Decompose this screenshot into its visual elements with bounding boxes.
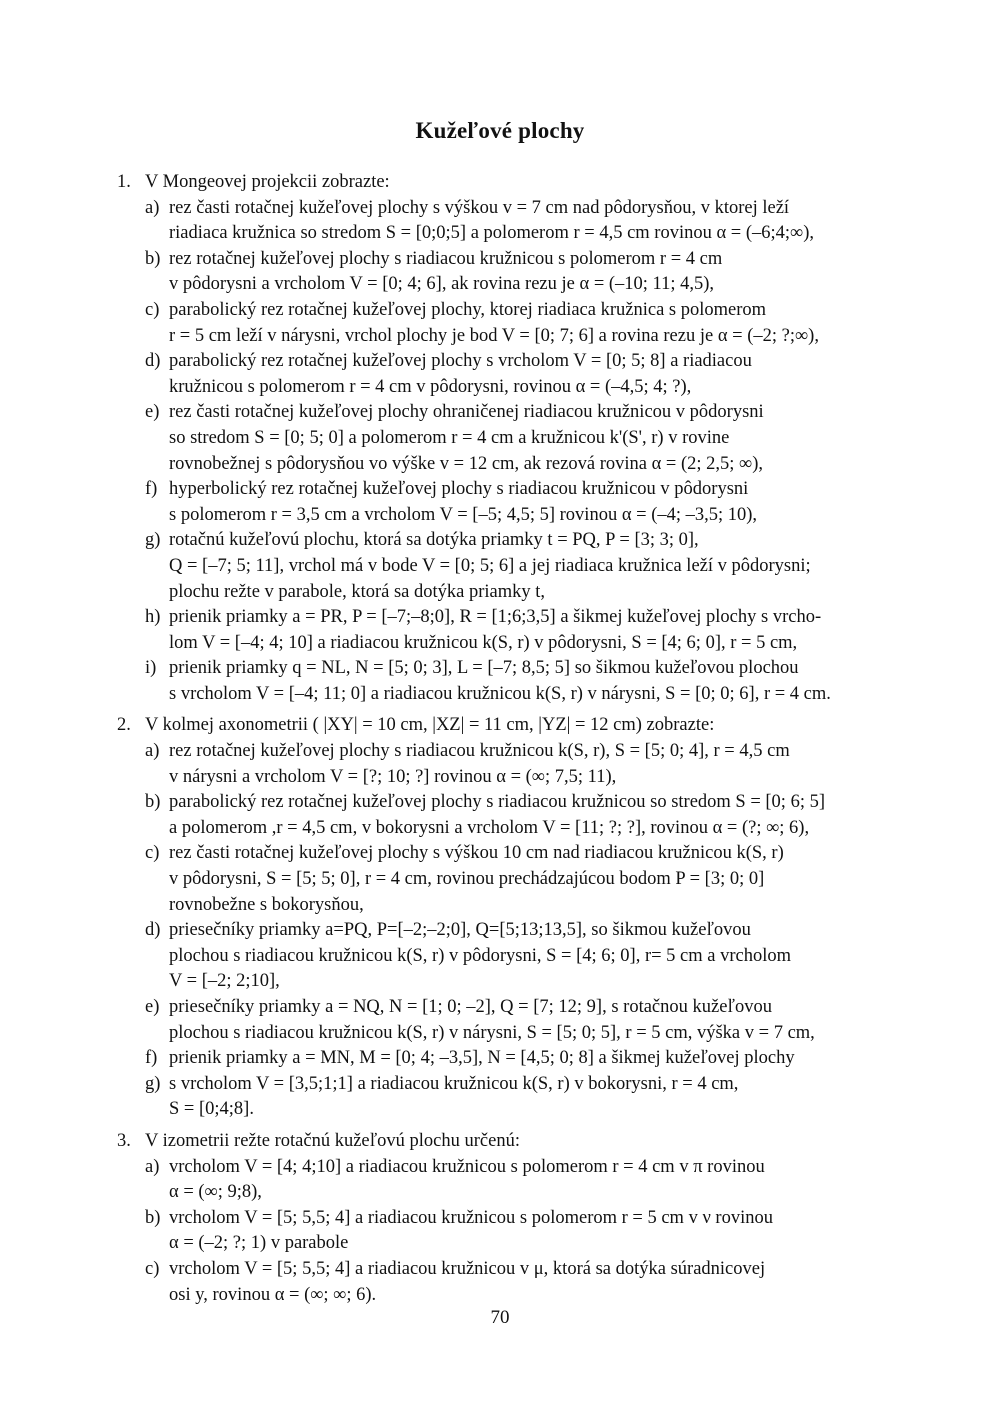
text-line: prienik priamky q = NL, N = [5; 0; 3], L = [–7; 8,5; 5] so šikmou kužeľovou plochou	[169, 658, 799, 679]
text-line: hyperbolický rez rotačnej kužeľovej plochy s riadiacou kružnicou v pôdorysni	[169, 479, 749, 500]
subtask-item	[117, 841, 887, 918]
subtask-item	[117, 1206, 887, 1257]
text-line: riadiaca kružnica so stredom S = [0;0;5] a polomerom r = 4,5 cm rovinou α = (–6;4;∞),	[169, 223, 815, 244]
text-line: rez rotačnej kužeľovej plochy s riadiacou kružnicou s polomerom r = 4 cm	[169, 248, 723, 269]
subtask-item	[117, 995, 887, 1046]
text-line: parabolický rez rotačnej kužeľovej plochy s vrcholom V = [0; 5; 8] a riadiacou	[169, 351, 752, 372]
text-line: rovnobežnej s pôdorysňou vo výške v = 12 cm, ak rezová rovina α = (2; 2,5; ∞),	[169, 453, 763, 474]
text-line: plochu režte v parabole, ktorá sa dotýka priamky t,	[169, 581, 546, 602]
exercise-heading	[117, 170, 887, 196]
exercise-number: 2.	[117, 715, 131, 736]
exercise	[117, 170, 887, 707]
text-line: s vrcholom V = [3,5;1;1] a riadiacou kružnicou k(S, r) v bokorysni, r = 4 cm,	[169, 1073, 739, 1094]
subtask-letter: e)	[145, 997, 160, 1017]
subtask-letter: f)	[145, 479, 158, 500]
subtask-text	[169, 790, 887, 841]
subtask-item	[117, 477, 887, 528]
page-number: 70	[490, 1307, 510, 1328]
text-line: rez rotačnej kužeľovej plochy s riadiacou kružnicou k(S, r), S = [5; 0; 4], r = 4,5 cm	[169, 741, 790, 762]
text-line: v nárysni a vrcholom V = [?; 10; ?] rovinou α = (∞; 7,5; 11),	[169, 766, 617, 787]
subtask-letter: b)	[145, 1207, 161, 1228]
subtask-item	[117, 1257, 887, 1308]
subtask-letter: a)	[145, 197, 160, 218]
page-title: Kužeľové plochy	[415, 118, 585, 143]
subtask-text	[169, 298, 887, 349]
subtask-text	[169, 656, 887, 707]
text-line: rez časti rotačnej kužeľovej plochy s výškou 10 cm nad riadiacou kružnicou k(S, r)	[169, 843, 784, 864]
subtask-item	[117, 605, 887, 656]
subtask-letter: f)	[145, 1048, 158, 1069]
text-line: s vrcholom V = [–4; 11; 0] a riadiacou kružnicou k(S, r) v nárysni, S = [0; 0; 6], r = 4 cm.	[169, 683, 831, 704]
subtask-letter: i)	[145, 658, 157, 679]
subtask-text	[169, 247, 887, 298]
text-line: r = 5 cm leží v nárysni, vrchol plochy je bod V = [0; 7; 6] a rovina rezu je α = (–2; ?;∞),	[169, 325, 819, 346]
subtask-item	[117, 790, 887, 841]
text-line: S = [0;4;8].	[169, 1099, 254, 1120]
subtask-letter: a)	[145, 741, 160, 762]
text-line: rez časti rotačnej kužeľovej plochy ohraničenej riadiacou kružnicou v pôdorysni	[169, 402, 764, 423]
subtask-item	[117, 656, 887, 707]
subtask-list	[117, 1155, 887, 1309]
subtask-text	[169, 1072, 887, 1123]
exercise-list	[117, 170, 887, 1314]
subtask-item	[117, 1046, 887, 1072]
subtask-text	[169, 1257, 887, 1308]
subtask-text	[169, 477, 887, 528]
subtask-text	[169, 528, 887, 605]
text-line: rotačnú kužeľovú plochu, ktorá sa dotýka priamky t = PQ, P = [3; 3; 0],	[169, 530, 699, 551]
text-line: parabolický rez rotačnej kužeľovej plochy, ktorej riadiaca kružnica s polomerom	[169, 299, 767, 320]
text-line: v pôdorysni, S = [5; 5; 0], r = 4 cm, rovinou prechádzajúcou bodom P = [3; 0; 0]	[169, 869, 765, 890]
exercise-number: 3.	[117, 1130, 131, 1151]
subtask-letter: d)	[145, 351, 161, 372]
text-line: prienik priamky a = MN, M = [0; 4; –3,5], N = [4,5; 0; 8] a šikmej kužeľovej plochy	[169, 1048, 795, 1069]
subtask-letter: e)	[145, 402, 160, 423]
subtask-letter: c)	[145, 843, 160, 864]
subtask-item	[117, 298, 887, 349]
subtask-text	[169, 1206, 887, 1257]
text-line: priesečníky priamky a = NQ, N = [1; 0; –2], Q = [7; 12; 9], s rotačnou kužeľovou	[169, 997, 772, 1017]
subtask-list	[117, 739, 887, 1123]
text-line: vrcholom V = [5; 5,5; 4] a riadiacou kružnicou s polomerom r = 5 cm v ν rovinou	[169, 1207, 773, 1228]
text-line: rez časti rotačnej kužeľovej plochy s výškou v = 7 cm nad pôdorysňou, v ktorej leží	[169, 197, 790, 218]
subtask-letter: c)	[145, 1258, 160, 1279]
subtask-text	[169, 739, 887, 790]
text-line: vrcholom V = [4; 4;10] a riadiacou kružnicou s polomerom r = 4 cm v π rovinou	[169, 1156, 765, 1177]
subtask-letter: a)	[145, 1156, 160, 1177]
text-line: a polomerom ,r = 4,5 cm, v bokorysni a vrcholom V = [11; ?; ?], rovinou α = (?; ∞; 6),	[169, 817, 810, 838]
text-line: priesečníky priamky a=PQ, P=[–2;–2;0], Q=[5;13;13,5], so šikmou kužeľovou	[169, 920, 751, 941]
text-line: α = (–2; ?; 1) v parabole	[169, 1233, 349, 1254]
subtask-text	[169, 1046, 887, 1072]
exercise-intro: V izometrii režte rotačnú kužeľovú plochu určenú:	[145, 1130, 520, 1151]
text-line: parabolický rez rotačnej kužeľovej plochy s riadiacou kružnicou so stredom S = [0; 6; 5]	[169, 792, 825, 813]
subtask-text	[169, 995, 887, 1046]
subtask-letter: g)	[145, 1073, 161, 1094]
subtask-letter: h)	[145, 607, 161, 628]
subtask-letter: b)	[145, 792, 161, 813]
text-line: plochou s riadiacou kružnicou k(S, r) v pôdorysni, S = [4; 6; 0], r= 5 cm a vrcholom	[169, 945, 791, 966]
text-line: osi y, rovinou α = (∞; ∞; 6).	[169, 1284, 377, 1305]
text-line: α = (∞; 9;8),	[169, 1182, 262, 1203]
subtask-text	[169, 841, 887, 918]
exercise	[117, 1129, 887, 1308]
subtask-text	[169, 349, 887, 400]
text-line: prienik priamky a = PR, P = [–7;–8;0], R = [1;6;3,5] a šikmej kužeľovej plochy s vrcho-	[169, 607, 822, 628]
subtask-letter: d)	[145, 920, 161, 941]
subtask-text	[169, 918, 887, 995]
subtask-item	[117, 1155, 887, 1206]
subtask-list	[117, 196, 887, 708]
text-line: vrcholom V = [5; 5,5; 4] a riadiacou kružnicou v μ, ktorá sa dotýka súradnicovej	[169, 1258, 766, 1279]
text-line: lom V = [–4; 4; 10] a riadiacou kružnicou k(S, r) v pôdorysni, S = [4; 6; 0], r = 5 cm,	[169, 632, 798, 653]
subtask-item	[117, 247, 887, 298]
text-line: plochou s riadiacou kružnicou k(S, r) v nárysni, S = [5; 0; 5], r = 5 cm, výška v = 7 cm,	[169, 1022, 815, 1043]
text-line: so stredom S = [0; 5; 0] a polomerom r = 4 cm a kružnicou k'(S', r) v rovine	[169, 427, 730, 448]
subtask-item	[117, 1072, 887, 1123]
subtask-letter: c)	[145, 299, 160, 320]
exercise-heading	[117, 1129, 887, 1155]
subtask-text	[169, 196, 887, 247]
subtask-item	[117, 528, 887, 605]
subtask-item	[117, 400, 887, 477]
subtask-item	[117, 349, 887, 400]
text-line: V = [–2; 2;10],	[169, 971, 280, 992]
subtask-item	[117, 196, 887, 247]
subtask-item	[117, 918, 887, 995]
text-line: v pôdorysni a vrcholom V = [0; 4; 6], ak rovina rezu je α = (–10; 11; 4,5),	[169, 274, 715, 295]
subtask-text	[169, 605, 887, 656]
exercise-intro: V Mongeovej projekcii zobrazte:	[145, 172, 390, 192]
exercise-heading	[117, 713, 887, 739]
subtask-text	[169, 400, 887, 477]
text-line: Q = [–7; 5; 11], vrchol má v bode V = [0; 5; 6] a jej riadiaca kružnica leží v pôdorysni;	[169, 555, 811, 576]
subtask-text	[169, 1155, 887, 1206]
subtask-item	[117, 739, 887, 790]
subtask-letter: g)	[145, 530, 161, 551]
text-line: s polomerom r = 3,5 cm a vrcholom V = [–5; 4,5; 5] rovinou α = (–4; –3,5; 10),	[169, 504, 758, 525]
exercise-number: 1.	[117, 172, 131, 192]
exercise-intro: V kolmej axonometrii ( |XY| = 10 cm, |XZ| = 11 cm, |YZ| = 12 cm) zobrazte:	[145, 715, 715, 736]
exercise	[117, 713, 887, 1123]
text-line: rovnobežne s bokorysňou,	[169, 894, 364, 915]
subtask-letter: b)	[145, 248, 161, 269]
text-line: kružnicou s polomerom r = 4 cm v pôdorysni, rovinou α = (–4,5; 4; ?),	[169, 376, 692, 397]
